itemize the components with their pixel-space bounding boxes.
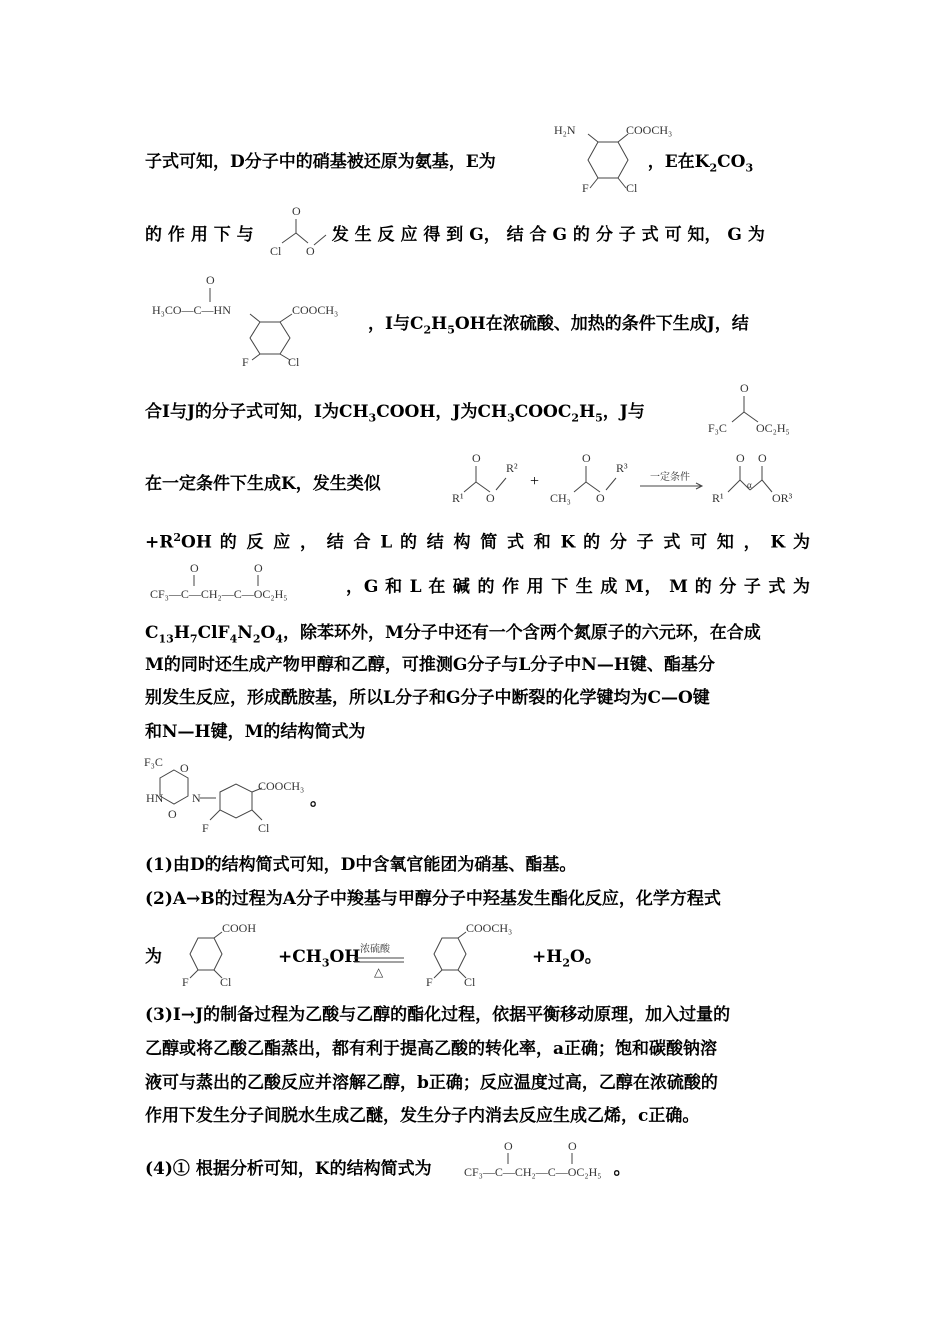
subscript: 13 <box>158 632 174 646</box>
label: Cl <box>220 975 232 989</box>
label: COOCH₃ <box>626 123 673 137</box>
subscript: 2 <box>562 956 570 970</box>
text-seg: ，I与C <box>368 314 424 334</box>
label: CH₃ <box>550 491 571 505</box>
text-seg: H <box>431 314 448 334</box>
text-seg: ，除苯环外，M分子中还有一个含两个氮原子的六元环，在合成 <box>282 623 761 643</box>
subscript: 2 <box>571 411 580 425</box>
text-seg: ClF <box>197 623 230 643</box>
label: O <box>740 381 749 395</box>
label: CF₃—C—CH₂—C—OC₂H₅ <box>464 1165 602 1179</box>
condition: 浓硫酸 <box>360 944 390 955</box>
label: O <box>180 761 189 775</box>
text-line-5 <box>145 472 445 496</box>
label: Cl <box>464 975 476 989</box>
text-line-19 <box>145 1104 810 1128</box>
text-line-11 <box>145 720 810 744</box>
text-seg: O <box>260 623 276 643</box>
text-line-17 <box>145 1037 810 1061</box>
text-seg: C <box>145 623 159 643</box>
label: H₃CO—C—HN <box>152 303 231 317</box>
label: Cl <box>258 821 270 835</box>
label: O <box>168 807 177 821</box>
text-line-14 <box>145 887 810 911</box>
text-line-2 <box>145 223 810 247</box>
equation-arrow <box>350 940 410 980</box>
text-line-18 <box>145 1071 810 1095</box>
label: F₃C <box>144 755 163 769</box>
label: OC₂H₅ <box>756 421 790 435</box>
label: COOH <box>222 921 257 935</box>
structure-G <box>150 272 370 367</box>
text-seg: (2)A→B的过程为A分子中羧基与甲醇分子中羟基发生酯化反应，化学方程式 <box>145 889 721 909</box>
label: F <box>582 181 589 195</box>
structure-M <box>144 752 334 842</box>
label: Cl <box>626 181 638 195</box>
text-line-13 <box>145 853 810 877</box>
text-line-3 <box>368 312 810 342</box>
text-seg: 和N—H键，M的结构简式为 <box>145 722 366 742</box>
structure-B <box>412 918 532 990</box>
label: α <box>747 480 752 490</box>
structure-K-answer <box>462 1138 652 1182</box>
text-seg: H <box>579 402 596 422</box>
text-seg: +H <box>532 947 563 967</box>
label: O <box>736 451 745 465</box>
structure-chloroformate <box>264 205 334 260</box>
label: O <box>758 451 767 465</box>
label: O <box>472 451 481 465</box>
text-seg: ，E在K <box>647 152 710 172</box>
label: O <box>306 244 315 258</box>
text-line-15c <box>532 945 632 975</box>
text-seg: (3)I→J的制备过程为乙酸与乙醇的酯化过程，依据平衡移动原理，加入过量的 <box>145 1005 731 1025</box>
subscript: 2 <box>709 161 718 175</box>
subscript: 2 <box>252 632 261 646</box>
text-seg: COOH，J为CH <box>376 402 508 422</box>
subscript: 5 <box>447 323 455 337</box>
structure-K <box>148 560 348 604</box>
text-seg: CO <box>717 152 746 172</box>
label: O <box>190 561 199 575</box>
text-seg: +CH <box>278 947 322 967</box>
structure-J <box>706 380 806 440</box>
label: O <box>254 561 263 575</box>
text-seg: 发 生 反 应 得 到 G， 结 合 G 的 分 子 式 可 知， G 为 <box>331 225 765 245</box>
text-line-10 <box>145 686 810 710</box>
text-seg: 。 <box>613 1159 631 1179</box>
label: F₃C <box>708 421 727 435</box>
label: OR³ <box>772 491 793 505</box>
text-seg: OH <box>329 947 361 967</box>
text-seg: ，J与 <box>602 402 645 422</box>
label: F <box>182 975 189 989</box>
label: H₂N <box>554 123 576 137</box>
text-seg: O。 <box>569 947 602 967</box>
subscript: 7 <box>189 632 198 646</box>
text-seg: 作用下发生分子间脱水生成乙醚，发生分子内消去反应生成乙烯，c正确。 <box>145 1106 700 1126</box>
superscript: 2 <box>173 531 182 544</box>
text-line-6 <box>145 526 810 555</box>
label: F <box>242 355 249 367</box>
text-line-8 <box>145 621 810 651</box>
subscript: 4 <box>229 632 238 646</box>
text-line-7 <box>346 575 810 599</box>
label: O <box>596 491 605 505</box>
text-seg: N <box>237 623 253 643</box>
reaction-claisen <box>450 450 810 510</box>
text-seg: OH 的 反 应 ， 结 合 L 的 结 构 简 式 和 K 的 分 子 式 可 知 ， K 为 <box>181 532 810 553</box>
text-line-1 <box>145 150 810 180</box>
label: COOCH₃ <box>292 303 339 317</box>
text-seg: 在一定条件下生成K，发生类似 <box>145 474 381 494</box>
label: HN <box>146 791 164 805</box>
structure-E <box>548 120 698 195</box>
text-seg: 乙醇或将乙酸乙酯蒸出，都有利于提高乙酸的转化率，a正确；饱和碳酸钠溶 <box>145 1039 718 1059</box>
text-seg: OH在浓硫酸、加热的条件下生成J，结 <box>454 314 749 334</box>
text-line-12 <box>310 788 350 812</box>
label: R³ <box>616 461 628 475</box>
subscript: 5 <box>595 411 603 425</box>
label: O <box>206 273 215 287</box>
label: F <box>426 975 433 989</box>
text-seg: H <box>173 623 190 643</box>
subscript: 4 <box>275 632 283 646</box>
label: O <box>486 491 495 505</box>
heat-symbol: △ <box>374 965 384 979</box>
label: COOCH₃ <box>258 779 305 793</box>
label: N <box>192 791 201 805</box>
text-line-16 <box>145 1003 810 1027</box>
subscript: 3 <box>507 411 515 425</box>
label: O <box>292 205 301 218</box>
text-seg: 为 <box>145 947 162 967</box>
text-seg: 的 作 用 下 与 <box>145 225 254 245</box>
text-seg: 。 <box>310 790 327 810</box>
plus-sign: + <box>530 473 540 490</box>
text-seg: 子式可知，D分子中的硝基被还原为氨基，E为 <box>145 152 496 172</box>
text-seg: (4)① 根据分析可知，K的结构简式为 <box>145 1159 432 1179</box>
text-seg: 合I与J的分子式可知，I为CH <box>145 402 369 422</box>
label: F <box>202 821 209 835</box>
condition: 一定条件 <box>650 472 690 483</box>
text-seg: 别发生反应，形成酰胺基，所以L分子和G分子中断裂的化学键均为C—O键 <box>145 688 710 708</box>
subscript: 2 <box>423 323 432 337</box>
subscript: 3 <box>368 411 377 425</box>
label: CF₃—C—CH₂—C—OC₂H₅ <box>150 587 288 601</box>
label: R¹ <box>712 491 724 505</box>
text-seg: ，G 和 L 在 碱 的 作 用 下 生 成 M， M 的 分 子 式 为 <box>346 577 810 597</box>
label: R² <box>506 461 518 475</box>
text-seg: +R <box>145 532 174 553</box>
text-seg: (1)由D的结构简式可知，D中含氧官能团为硝基、酯基。 <box>145 855 577 875</box>
label: O <box>582 451 591 465</box>
text-seg: 液可与蒸出的乙酸反应并溶解乙醇，b正确；反应温度过高，乙醇在浓硫酸的 <box>145 1073 718 1093</box>
text-seg: COOC <box>514 402 572 422</box>
structure-A <box>168 918 278 990</box>
text-line-9 <box>145 653 810 677</box>
subscript: 3 <box>321 956 330 970</box>
label: COOCH₃ <box>466 921 513 935</box>
label: O <box>568 1139 577 1153</box>
label: Cl <box>270 244 282 258</box>
label: Cl <box>288 355 300 367</box>
text-seg: M的同时还生成产物甲醇和乙醇，可推测G分子与L分子中N—H键、酯基分 <box>145 655 715 675</box>
label: R¹ <box>452 491 464 505</box>
subscript: 3 <box>745 161 754 175</box>
label: O <box>504 1139 513 1153</box>
